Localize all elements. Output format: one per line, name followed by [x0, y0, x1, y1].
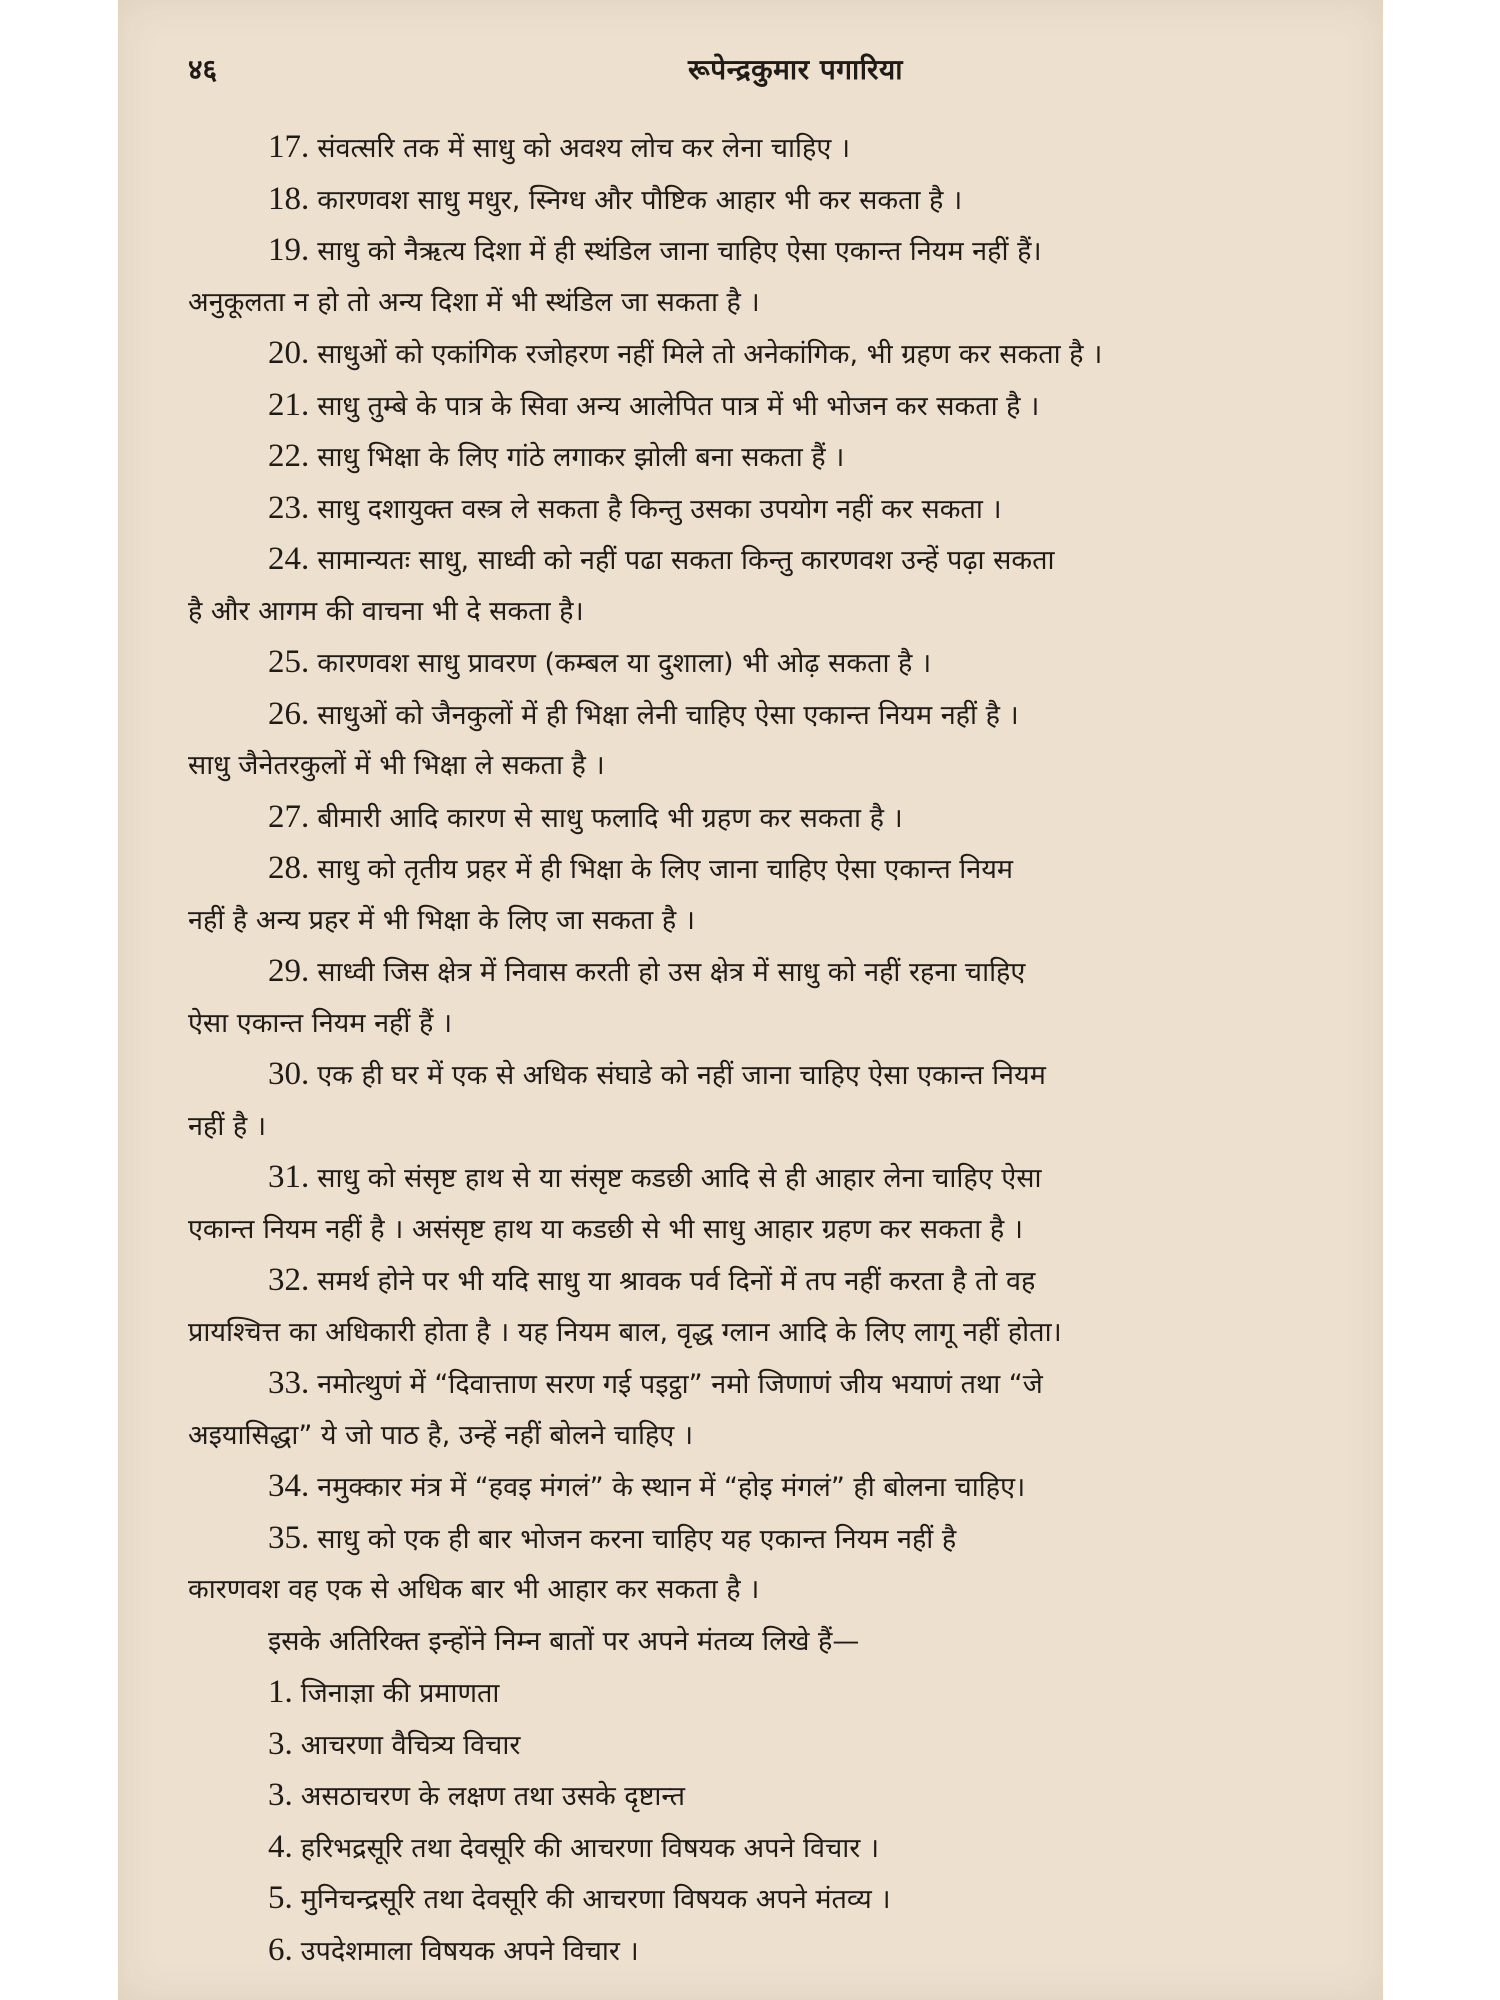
- text-line: [188, 483, 1348, 535]
- line-text: साधु जैनेतरकुलों में भी भिक्षा ले सकता है ।: [188, 750, 605, 781]
- page-body: [188, 122, 1348, 1976]
- item-number: 33.: [268, 1365, 310, 1401]
- line-text: जिनाज्ञा की प्रमाणता: [300, 1678, 500, 1709]
- line-text: असठाचरण के लक्षण तथा उसके दृष्टान्त: [300, 1781, 686, 1812]
- item-number: 22.: [268, 438, 310, 474]
- running-head: रूपेन्द्रकुमार पगारिया: [688, 53, 903, 86]
- item-number: 31.: [268, 1159, 310, 1195]
- text-line: [188, 1461, 1348, 1513]
- page-number: ४६: [188, 53, 218, 86]
- text-line: [188, 792, 1348, 844]
- text-line: [188, 277, 1348, 329]
- item-number: 6.: [268, 1931, 293, 1968]
- item-number: 3.: [268, 1777, 293, 1813]
- item-number: 5.: [268, 1880, 293, 1916]
- line-text: उपदेशमाला विषयक अपने विचार ।: [300, 1935, 639, 1967]
- line-text: नहीं है अन्य प्रहर में भी भिक्षा के लिए जा सकता है ।: [188, 904, 696, 936]
- text-line: [188, 328, 1348, 380]
- line-text: सामान्यतः साधु, साध्वी को नहीं पढा सकता किन्तु कारणवश उन्हें पढ़ा सकता: [317, 545, 1055, 576]
- item-number: 27.: [268, 798, 310, 835]
- item-number: 30.: [268, 1056, 310, 1092]
- text-line: [188, 1564, 1348, 1616]
- line-text: समर्थ होने पर भी यदि साधु या श्रावक पर्व दिनों में तप नहीं करता है तो वह: [317, 1266, 1036, 1297]
- text-line: [188, 946, 1348, 998]
- line-text: साधु तुम्बे के पात्र के सिवा अन्य आलेपित पात्र में भी भोजन कर सकता है ।: [317, 390, 1040, 422]
- line-text: नमुक्कार मंत्र में “हवइ मंगलं” के स्थान में “होइ मंगलं” ही बोलना चाहिए।: [317, 1472, 1026, 1503]
- line-text: है और आगम की वाचना भी दे सकता है।: [188, 595, 584, 627]
- line-text: साधुओं को जैनकुलों में ही भिक्षा लेनी चाहिए ऐसा एकान्त नियम नहीं है ।: [317, 699, 1019, 731]
- line-text: इसके अतिरिक्त इन्होंने निम्न बातों पर अपने मंतव्य लिखे हैं—: [268, 1625, 860, 1657]
- item-number: 34.: [268, 1468, 310, 1504]
- item-number: 21.: [268, 386, 310, 423]
- item-number: 20.: [268, 335, 310, 371]
- text-line: [188, 380, 1348, 432]
- line-text: हरिभद्रसूरि तथा देवसूरि की आचरणा विषयक अपने विचार ।: [300, 1832, 880, 1864]
- line-text: कारणवश साधु मधुर, स्निग्ध और पौष्टिक आहार भी कर सकता है ।: [317, 184, 963, 216]
- text-line: [188, 998, 1348, 1050]
- line-text: साध्वी जिस क्षेत्र में निवास करती हो उस क्षेत्र में साधु को नहीं रहना चाहिए: [317, 957, 1026, 988]
- text-line: [188, 1255, 1348, 1307]
- text-line: [188, 431, 1348, 483]
- text-line: [188, 1513, 1348, 1565]
- text-line: [188, 1770, 1348, 1822]
- text-line: [188, 1152, 1348, 1204]
- text-line: [188, 1358, 1348, 1410]
- item-number: 3.: [268, 1725, 293, 1762]
- item-number: 26.: [268, 695, 310, 732]
- line-text: साधु को संसृष्ट हाथ से या संसृष्ट कडछी आदि से ही आहार लेना चाहिए ऐसा: [317, 1163, 1042, 1194]
- line-text: बीमारी आदि कारण से साधु फलादि भी ग्रहण कर सकता है ।: [317, 802, 903, 834]
- item-number: 18.: [268, 180, 310, 217]
- item-number: 17.: [268, 129, 310, 165]
- text-line: [188, 843, 1348, 895]
- text-line: [188, 1049, 1348, 1101]
- item-number: 19.: [268, 232, 310, 268]
- text-line: [188, 586, 1348, 638]
- item-number: 32.: [268, 1262, 310, 1298]
- text-line: [188, 122, 1348, 174]
- text-line: [188, 740, 1348, 792]
- text-line: [188, 1204, 1348, 1256]
- line-text: साधु दशायुक्त वस्त्र ले सकता है किन्तु उसका उपयोग नहीं कर सकता ।: [317, 493, 1002, 525]
- line-text: साधुओं को एकांगिक रजोहरण नहीं मिले तो अनेकांगिक, भी ग्रहण कर सकता है ।: [317, 339, 1103, 370]
- text-line: [188, 534, 1348, 586]
- text-line: [188, 1925, 1348, 1977]
- text-line: [188, 1667, 1348, 1719]
- text-line: [188, 225, 1348, 277]
- line-text: संवत्सरि तक में साधु को अवश्य लोच कर लेना चाहिए ।: [317, 133, 851, 164]
- text-line: [188, 637, 1348, 689]
- book-page: [118, 0, 1383, 2000]
- text-line: [188, 1719, 1348, 1771]
- text-line: [188, 1101, 1348, 1153]
- text-line: [188, 1822, 1348, 1874]
- line-text: साधु को नैऋत्य दिशा में ही स्थंडिल जाना चाहिए ऐसा एकान्त नियम नहीं हैं।: [317, 236, 1042, 267]
- line-text: अनुकूलता न हो तो अन्य दिशा में भी स्थंडिल जा सकता है ।: [188, 286, 760, 318]
- line-text: ऐसा एकान्त नियम नहीं हैं ।: [188, 1007, 453, 1039]
- item-number: 24.: [268, 541, 310, 577]
- text-line: [188, 895, 1348, 947]
- line-text: एकान्त नियम नहीं है । असंसृष्ट हाथ या कडछी से भी साधु आहार ग्रहण कर सकता है ।: [188, 1213, 1024, 1245]
- item-number: 23.: [268, 489, 310, 526]
- text-line: [188, 1307, 1348, 1359]
- line-text: प्रायश्चित्त का अधिकारी होता है । यह नियम बाल, वृद्ध ग्लान आदि के लिए लागू नहीं होता।: [188, 1316, 1062, 1348]
- item-number: 4.: [268, 1828, 293, 1865]
- page-header: [188, 50, 1338, 90]
- line-text: साधु भिक्षा के लिए गांठे लगाकर झोली बना सकता हैं ।: [317, 442, 845, 473]
- text-line: [188, 1873, 1348, 1925]
- line-text: कारणवश साधु प्रावरण (कम्बल या दुशाला) भी ओढ़ सकता है ।: [317, 648, 932, 679]
- text-line: [188, 1410, 1348, 1462]
- line-text: नहीं है ।: [188, 1110, 267, 1142]
- line-text: अइयासिद्धा” ये जो पाठ है, उन्हें नहीं बोलने चाहिए ।: [188, 1419, 694, 1451]
- line-text: नमोत्थुणं में “दिवात्ताण सरण गई पइट्ठा” नमो जिणाणं जीय भयाणं तथा “जे: [317, 1369, 1043, 1400]
- item-number: 1.: [268, 1674, 293, 1710]
- line-text: कारणवश वह एक से अधिक बार भी आहार कर सकता है ।: [188, 1574, 760, 1605]
- line-text: साधु को एक ही बार भोजन करना चाहिए यह एकान्त नियम नहीं है: [317, 1523, 957, 1555]
- item-number: 28.: [268, 850, 310, 886]
- text-line: [188, 689, 1348, 741]
- line-text: मुनिचन्द्रसूरि तथा देवसूरि की आचरणा विषयक अपने मंतव्य ।: [300, 1884, 891, 1915]
- line-text: एक ही घर में एक से अधिक संघाडे को नहीं जाना चाहिए ऐसा एकान्त नियम: [317, 1060, 1046, 1091]
- item-number: 35.: [268, 1519, 310, 1556]
- line-text: आचरणा वैचित्र्य विचार: [300, 1729, 521, 1761]
- text-line: [188, 1616, 1348, 1668]
- text-line: [188, 174, 1348, 226]
- item-number: 25.: [268, 644, 310, 680]
- item-number: 29.: [268, 953, 310, 989]
- line-text: साधु को तृतीय प्रहर में ही भिक्षा के लिए जाना चाहिए ऐसा एकान्त नियम: [317, 854, 1014, 885]
